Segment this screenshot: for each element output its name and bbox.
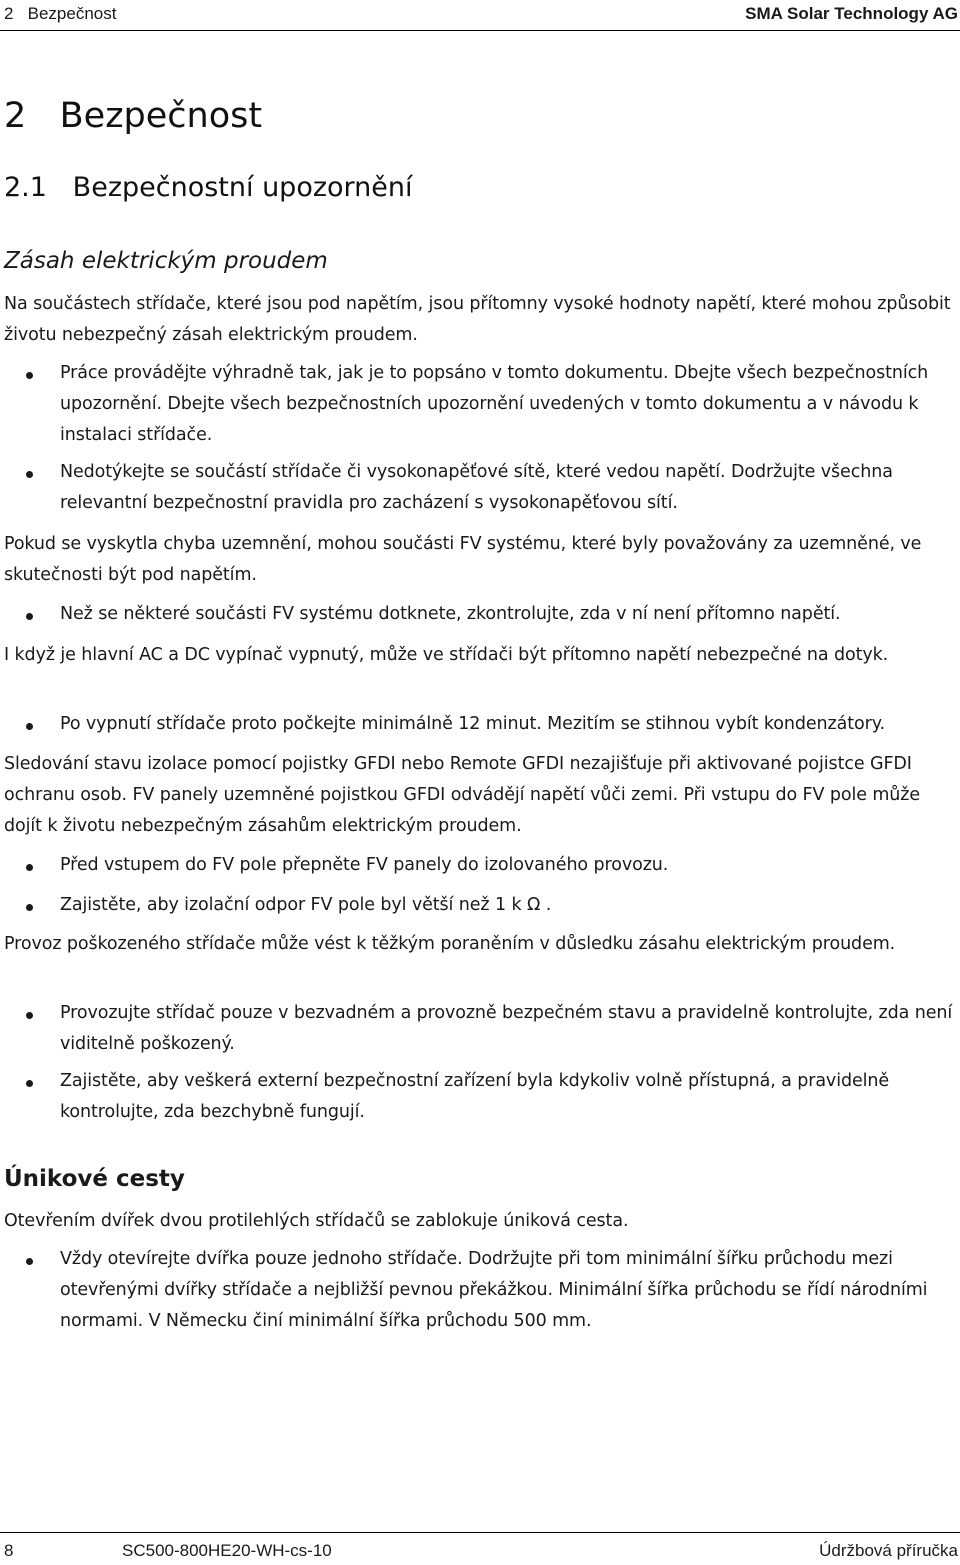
paragraph: Sledování stavu izolace pomocí pojistky GFDI nebo Remote GFDI nezajišťuje při aktivované pojistce GFDI ochranu osob. FV panely uzemněné pojistkou GFDI odvádějí napětí vůči zemi. Při vstupu do FV pole může dojít k životu nebezpečným zásahům elektrickým proudem.: [4, 754, 921, 836]
bullet-item: Před vstupem do FV pole přepněte FV panely do izolovaného provozu.: [60, 855, 669, 875]
bullet-item: Zajistěte, aby izolační odpor FV pole byl větší než 1 k Ω .: [60, 895, 552, 915]
page-header: [0, 0, 960, 31]
page-number: 8: [4, 1541, 14, 1560]
bullet-item: Práce provádějte výhradně tak, jak je to popsáno v tomto dokumentu. Dbejte všech bezpečnostních upozornění. Dbejte všech bezpečnostních upozornění uvedených v tomto dokumentu a v návodu k instalaci střídače.: [60, 363, 929, 445]
header-chapter: 2 Bezpečnost: [4, 4, 117, 23]
page-footer: [0, 1532, 960, 1565]
bullet-icon: [26, 1012, 33, 1019]
bullet-icon: [26, 372, 33, 379]
bullet-item: Provozujte střídač pouze v bezvadném a provozně bezpečném stavu a pravidelně kontrolujte, zda není viditelně poškozený.: [60, 1003, 953, 1054]
bullet-icon: [26, 1258, 33, 1265]
bullet-item: Po vypnutí střídače proto počkejte minimálně 12 minut. Mezitím se stihnou vybít kondenzátory.: [60, 714, 885, 734]
bullet-icon: [26, 723, 33, 730]
bullet-item: Vždy otevírejte dvířka pouze jednoho střídače. Dodržujte při tom minimální šířku průchodu mezi otevřenými dvířky střídače a nejbližší pevnou překážkou. Minimální šířka průchodu se řídí národními normami. V Německu činí minimální šířka průchodu 500 mm.: [60, 1249, 928, 1331]
warning-heading-shock: Zásah elektrickým proudem: [4, 248, 328, 274]
bullet-icon: [26, 471, 33, 478]
bullet-icon: [26, 864, 33, 871]
paragraph: Na součástech střídače, které jsou pod napětím, jsou přítomny vysoké hodnoty napětí, které mohou způsobit životu nebezpečný zásah elektrickým proudem.: [4, 294, 951, 345]
header-company: SMA Solar Technology AG: [745, 4, 958, 23]
paragraph: Pokud se vyskytla chyba uzemnění, mohou součásti FV systému, které byly považovány za uzemněné, ve skutečnosti být pod napětím.: [4, 534, 922, 585]
section-heading-escape: Únikové cesty: [4, 1166, 185, 1192]
paragraph: I když je hlavní AC a DC vypínač vypnutý, může ve střídači být přítomno napětí nebezpečné na dotyk.: [4, 645, 889, 665]
bullet-icon: [26, 904, 33, 911]
chapter-title: 2 Bezpečnost: [4, 96, 263, 136]
paragraph: Provoz poškozeného střídače může vést k těžkým poraněním v důsledku zásahu elektrickým proudem.: [4, 934, 896, 954]
document-code: SC500-800HE20-WH-cs-10: [122, 1541, 332, 1560]
section-title: 2.1 Bezpečnostní upozornění: [4, 172, 413, 203]
bullet-icon: [26, 1080, 33, 1087]
bullet-item: Zajistěte, aby veškerá externí bezpečnostní zařízení byla kdykoliv volně přístupná, a pravidelně kontrolujte, zda bezchybně fungují.: [60, 1071, 890, 1122]
bullet-item: Než se některé součásti FV systému dotknete, zkontrolujte, zda v ní není přítomno napětí.: [60, 604, 841, 624]
paragraph: Otevřením dvířek dvou protilehlých střídačů se zablokuje úniková cesta.: [4, 1211, 629, 1231]
bullet-icon: [26, 613, 33, 620]
document-title: Údržbová příručka: [819, 1541, 958, 1560]
bullet-item: Nedotýkejte se součástí střídače či vysokonapěťové sítě, které vedou napětí. Dodržujte všechna relevantní bezpečnostní pravidla pro zacházení s vysokonapěťovou sítí.: [60, 462, 893, 513]
